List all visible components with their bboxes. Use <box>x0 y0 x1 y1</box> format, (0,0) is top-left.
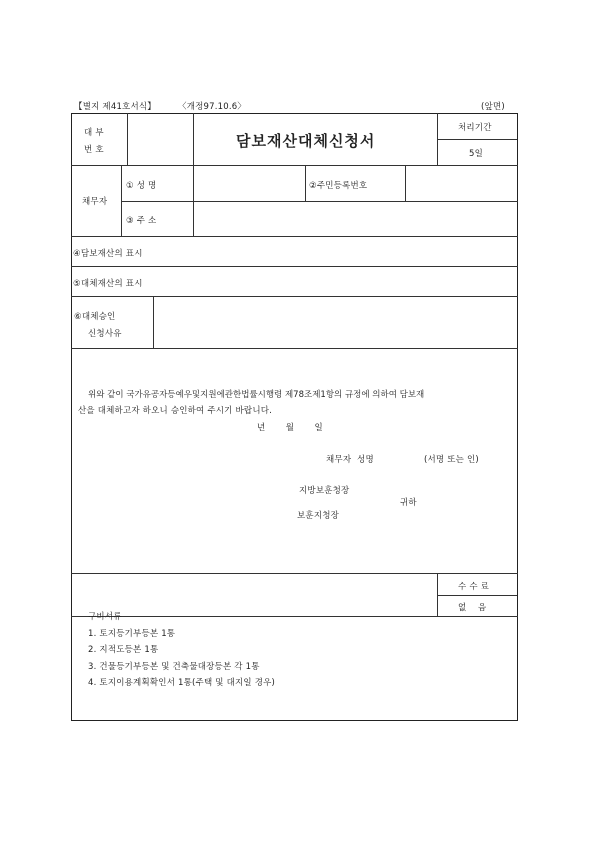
processing-period-label: 처리기간 <box>458 123 492 133</box>
address-field[interactable] <box>194 202 516 235</box>
name-field[interactable] <box>194 166 304 200</box>
processing-period-value: 5일 <box>469 149 484 159</box>
form-number: 【별지 제41호서식】 <box>74 102 156 112</box>
revision-date: 〈개정97.10.6〉 <box>178 102 247 112</box>
required-document-item: 3. 건물등기부등본 및 건축물대장등본 각 1통 <box>88 662 260 672</box>
collateral-property-field[interactable] <box>160 237 516 265</box>
replacement-property-label: ⑤대체재산의 표시 <box>73 279 143 289</box>
replacement-reason-label-2: 신청사유 <box>88 329 122 339</box>
page-side: (앞면) <box>481 102 505 112</box>
statement-line-2: 산을 대체하고자 하오니 승인하여 주시기 바랍니다. <box>78 406 273 416</box>
signature-note: (서명 또는 인) <box>424 455 479 465</box>
replacement-reason-field[interactable] <box>155 297 516 347</box>
replacement-property-field[interactable] <box>160 267 516 295</box>
resident-registration-number-field[interactable] <box>406 166 516 200</box>
receipt-number-label-2: 번 호 <box>84 145 104 155</box>
required-document-item: 4. 토지이용계획확인서 1통(주택 및 대지일 경우) <box>88 678 276 688</box>
statement-line-1: 위와 같이 국가유공자등예우및지원에관한법률시행령 제78조제1항의 규정에 의하여 담보재 <box>88 390 425 400</box>
fee-value: 없 음 <box>458 603 487 613</box>
recipient-office-1: 지방보훈청장 <box>299 486 350 496</box>
debtor-signature-label: 채무자 성명 <box>326 455 374 465</box>
recipient-honorific: 귀하 <box>400 498 417 508</box>
application-date: 년 월 일 <box>257 423 323 433</box>
required-document-item: 2. 지적도등본 1통 <box>88 645 159 655</box>
debtor-section-label: 채무자 <box>82 197 108 207</box>
name-label: ① 성 명 <box>126 181 157 191</box>
address-label: ③ 주 소 <box>126 216 157 226</box>
receipt-number-label-1: 대 부 <box>84 128 104 138</box>
page-title: 담보재산대체신청서 <box>236 132 376 150</box>
collateral-property-label: ④담보재산의 표시 <box>73 249 143 259</box>
recipient-office-2: 보훈지청장 <box>297 511 340 521</box>
fee-label: 수 수 료 <box>458 582 490 592</box>
replacement-reason-label-1: ⑥대체승인 <box>74 312 116 322</box>
required-document-item: 1. 토지등기부등본 1통 <box>88 629 176 639</box>
required-documents-heading: 구비서류 <box>88 612 122 622</box>
resident-registration-number-label: ②주민등록번호 <box>309 181 368 191</box>
